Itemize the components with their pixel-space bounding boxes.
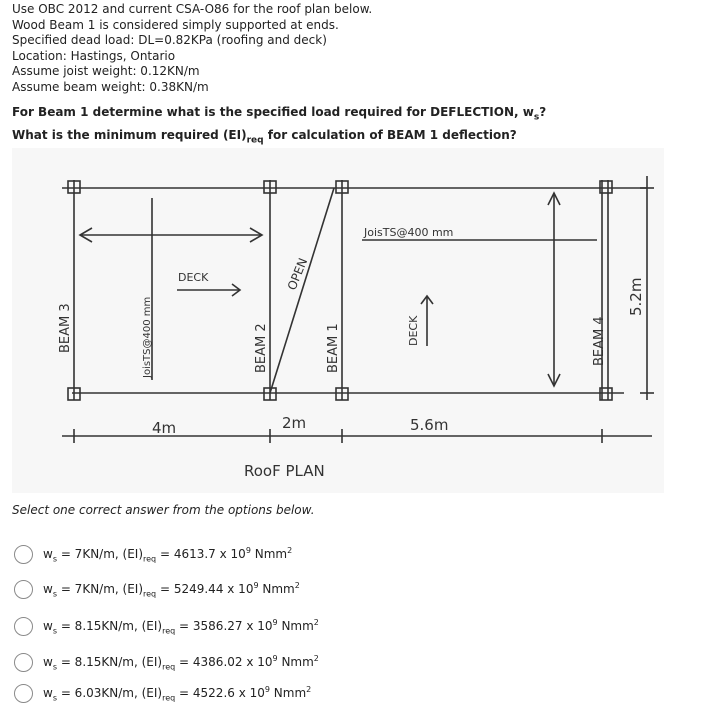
answer-option[interactable] [14, 684, 311, 703]
span-5-6m-label: 5.6m [410, 416, 449, 434]
question-line-2: What is the minimum required $(EI)_{req}$ for calculation of BEAM 1 deflection? [12, 128, 517, 146]
intro-line: Use OBC 2012 and current CSA-O86 for the roof plan below. [12, 2, 373, 16]
beam-4-label: BEAM 4 [592, 316, 607, 366]
intro-line: Wood Beam 1 is considered simply supported at ends. [12, 17, 339, 32]
roof-plan-title: RooF PLAN [244, 462, 325, 480]
answer-instruction: Select one correct answer from the options below. [12, 503, 315, 517]
answer-option[interactable] [14, 580, 300, 599]
beam-3-label: BEAM 3 [58, 303, 73, 353]
intro-line: Specified dead load: DL=0.82KPa (roofing and deck) [12, 33, 327, 48]
deck-right-label: DECK [407, 315, 420, 346]
answer-option-label: $w_s = 8.15KN/m$, $(EI)_{req} = 3586.27$ x $10^9$ Nmm$^2$ [43, 617, 319, 636]
answer-option[interactable] [14, 653, 319, 672]
beam-1-label: BEAM 1 [326, 323, 341, 373]
answer-option-label: $w_s = 8.15KN/m$, $(EI)_{req} = 4386.02$ x $10^9$ Nmm$^2$ [43, 653, 319, 672]
question [12, 103, 546, 150]
answer-option-label: $w_s = 7KN/m$, $(EI)_{req} = 4613.7$ x $10^9$ Nmm$^2$ [43, 545, 293, 564]
question-line-1: For Beam 1 determine what is the specified load required for DEFLECTION, $w_s$? [12, 105, 547, 123]
radio-button[interactable] [14, 684, 33, 703]
radio-button[interactable] [14, 545, 33, 564]
open-label: OPEN [284, 256, 311, 293]
radio-button[interactable] [14, 580, 33, 599]
joists-left-label: JoisTS@400 mm [142, 296, 153, 378]
deck-left-label: DECK [178, 271, 209, 284]
problem-statement [12, 2, 372, 96]
span-2m-label: 2m [282, 414, 307, 432]
radio-button[interactable] [14, 617, 33, 636]
beam-2-label: BEAM 2 [254, 323, 269, 373]
answer-option[interactable] [14, 617, 319, 636]
height-5-2m-label: 5.2m [627, 277, 645, 316]
answer-option-label: $w_s = 7KN/m$, $(EI)_{req} = 5249.44$ x $10^9$ Nmm$^2$ [43, 580, 300, 599]
span-4m-label: 4m [152, 419, 177, 437]
answer-option-label: $w_s = 6.03KN/m$, $(EI)_{req} = 4522.6$ x $10^9$ Nmm$^2$ [43, 684, 312, 703]
intro-line: Assume joist weight: 0.12KN/m [12, 64, 200, 79]
intro-line: Assume beam weight: 0.38KN/m [12, 79, 209, 94]
joists-right-label: JoisTS@400 mm [364, 226, 454, 239]
roof-plan-drawing [12, 148, 664, 493]
radio-button[interactable] [14, 653, 33, 672]
intro-line: Location: Hastings, Ontario [12, 48, 176, 63]
answer-option[interactable] [14, 545, 292, 564]
